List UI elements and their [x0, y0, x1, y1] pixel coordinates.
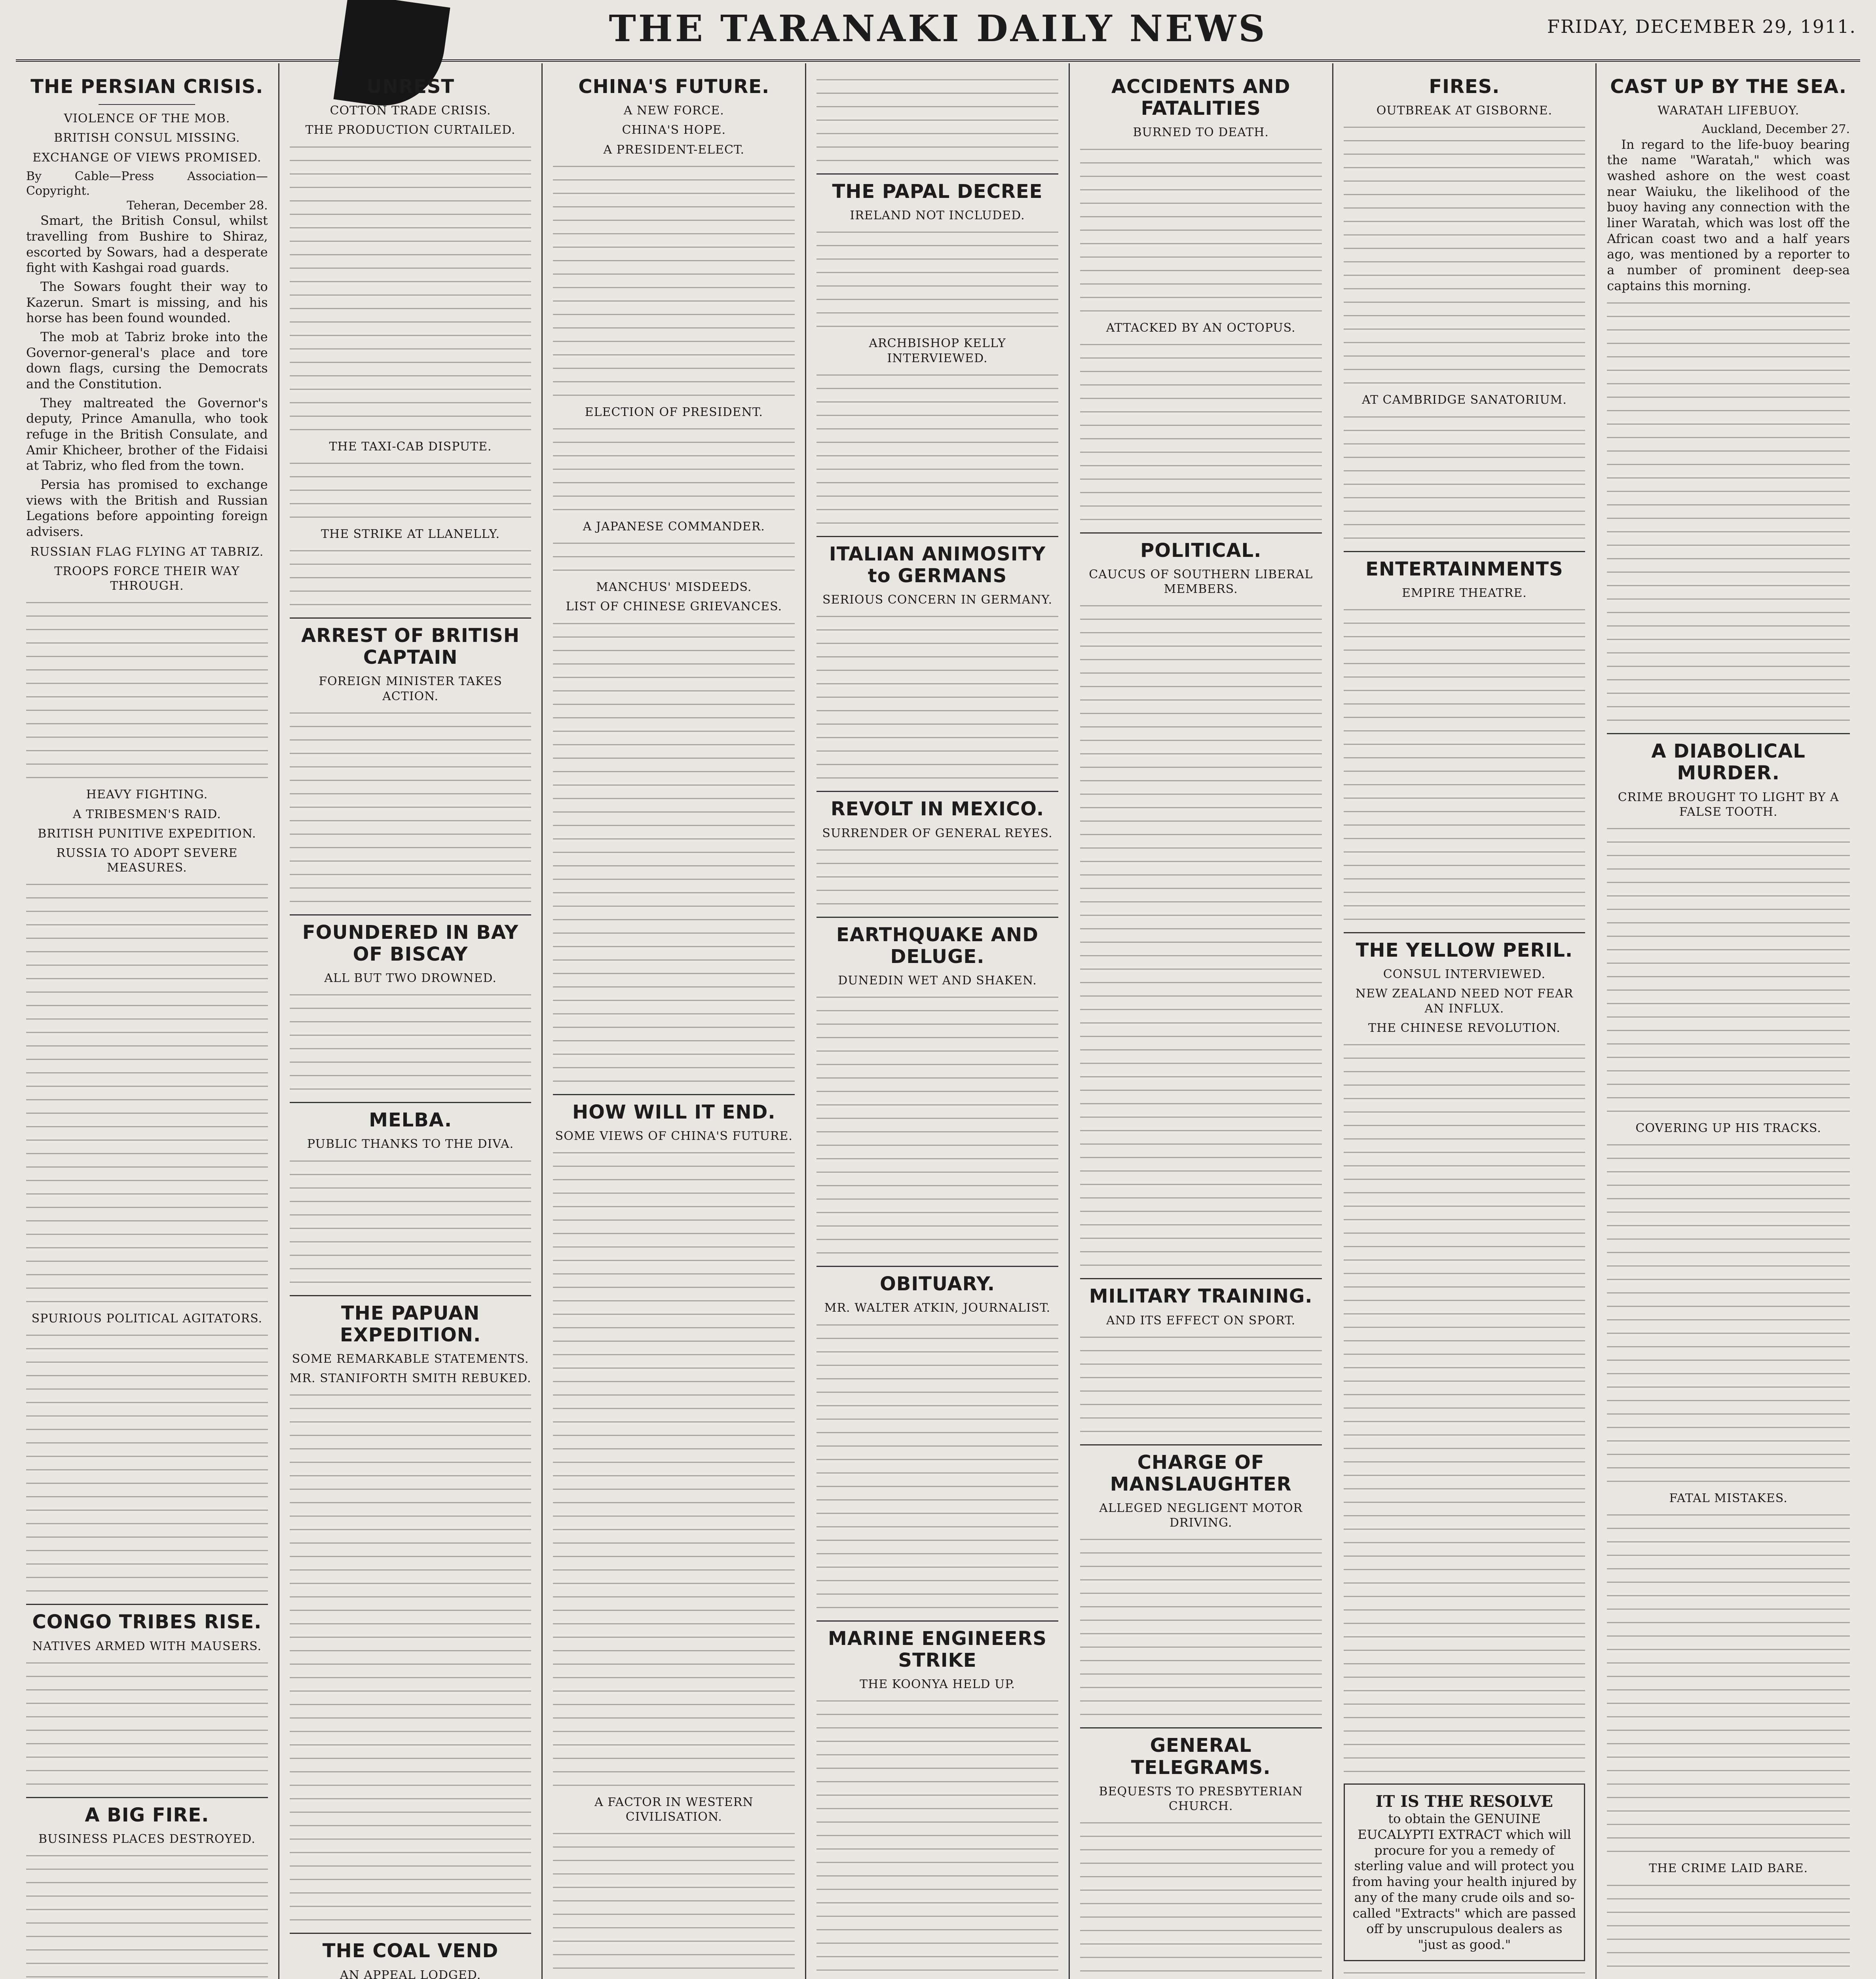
subhead: BEQUESTS TO PRESBYTERIAN CHURCH. [1099, 1784, 1303, 1813]
subhead: NEW ZEALAND NEED NOT FEAR AN INFLUX. [1355, 987, 1574, 1016]
subhead: FATAL MISTAKES. [1669, 1491, 1788, 1506]
subhead: ARCHBISHOP KELLY INTERVIEWED. [869, 336, 1006, 365]
subhead: SURRENDER OF GENERAL REYES. [822, 826, 1053, 840]
subhead: THE PRODUCTION CURTAILED. [305, 123, 516, 137]
article-text-block [1080, 1536, 1322, 1719]
column-6 [1333, 63, 1597, 1979]
divider [816, 791, 1058, 792]
divider [1080, 1278, 1322, 1279]
subhead: SOME REMARKABLE STATEMENTS. [292, 1352, 529, 1366]
article-text-block [1344, 1041, 1585, 1776]
subhead: OUTBREAK AT GISBORNE. [1376, 104, 1553, 118]
article-text-block [816, 1321, 1058, 1612]
article-text-block [816, 846, 1058, 908]
article-text-block [1080, 1819, 1322, 1979]
column-2 [279, 63, 543, 1979]
headline-persian-crisis: THE PERSIAN CRISIS. [30, 76, 264, 98]
divider [816, 173, 1058, 175]
headline-china-future: CHINA'S FUTURE. [578, 76, 770, 98]
headline-big-fire: A BIG FIRE. [85, 1804, 209, 1826]
ad-body: to obtain the GENUINE EUCALYPTI EXTRACT which will procure for you a remedy of sterling value and will protect you from having your health injured by any of the many crude oils and so-called "Extracts" which are passed off by unscrupulous dealers as "just as good." [1352, 1811, 1577, 1952]
subhead: FOREIGN MINISTER TAKES ACTION. [319, 674, 502, 703]
article-text-block [1607, 825, 1850, 1115]
headline-manslaughter: CHARGE OF MANSLAUGHTER [1110, 1451, 1292, 1495]
article-text-block [290, 709, 532, 906]
headline-arrest-captain: ARREST OF BRITISH CAPTAIN [301, 624, 520, 669]
headline-obituary: OBITUARY. [879, 1273, 995, 1295]
headline-congo: CONGO TRIBES RISE. [32, 1611, 262, 1633]
subhead: MR. STANIFORTH SMITH REBUKED. [289, 1371, 532, 1386]
divider [1607, 733, 1850, 734]
headline-how-will-it-end: HOW WILL IT END. [572, 1101, 776, 1123]
headline-melba: MELBA. [369, 1109, 452, 1132]
headline-general-telegrams: GENERAL TELEGRAMS. [1131, 1734, 1271, 1779]
subhead: WARATAH LIFEBUOY. [1658, 104, 1800, 118]
column-7 [1597, 63, 1860, 1979]
article-text-block [553, 1830, 795, 1979]
article-text-block [1344, 413, 1585, 542]
subhead: LIST OF CHINESE GRIEVANCES. [566, 600, 782, 614]
article-text-block [290, 460, 532, 521]
subhead: A TRIBESMEN'S RAID. [72, 807, 221, 821]
headline-cast-up-by-sea: CAST UP BY THE SEA. [1610, 76, 1847, 98]
headline-earthquake: EARTHQUAKE AND DELUGE. [836, 923, 1039, 968]
subhead: THE KOONYA HELD UP. [860, 1677, 1015, 1691]
article-text-block [290, 143, 532, 434]
divider [26, 1604, 268, 1605]
divider [1080, 1444, 1322, 1445]
subhead: A NEW FORCE. [623, 104, 724, 118]
subhead: BURNED TO DEATH. [1133, 125, 1269, 140]
article-text-block [1344, 1969, 1585, 1979]
article-text-block [1344, 123, 1585, 387]
headline-fires: FIRES. [1429, 76, 1500, 98]
subhead: THE STRIKE AT LLANELLY. [321, 527, 500, 541]
subhead: THE TAXI-CAB DISPUTE. [329, 439, 492, 454]
masthead [16, 0, 1860, 62]
article-text-block [1080, 602, 1322, 1269]
divider [99, 104, 195, 105]
subhead: PUBLIC THANKS TO THE DIVA. [307, 1137, 514, 1151]
headline-entertainments: ENTERTAINMENTS [1365, 558, 1563, 580]
subhead: RUSSIA TO ADOPT SEVERE MEASURES. [56, 846, 238, 875]
article-text-block [26, 599, 268, 782]
headline-military-training: MILITARY TRAINING. [1089, 1285, 1313, 1308]
subhead: AT CAMBRIDGE SANATORIUM. [1361, 393, 1567, 407]
divider [1344, 551, 1585, 552]
divider [290, 1102, 532, 1103]
dateline: Teheran, December 28. [127, 199, 268, 213]
article-text-block [816, 993, 1058, 1257]
article-text-block [1080, 1333, 1322, 1436]
subhead: A FACTOR IN WESTERN CIVILISATION. [594, 1795, 754, 1824]
article-text-block [1607, 1141, 1850, 1485]
subhead: CONSUL INTERVIEWED. [1383, 967, 1546, 982]
article-text-block [290, 1157, 532, 1286]
article-text-block [816, 1697, 1058, 1979]
article-text-block [816, 228, 1058, 330]
article-text-block [1080, 341, 1322, 524]
article-text-block [290, 991, 532, 1093]
column-4 [806, 63, 1070, 1979]
headline-papal-decree: THE PAPAL DECREE [832, 180, 1043, 203]
article-paragraph: Smart, the British Consul, whilst travelling from Bushire to Shiraz, escorted by Sowars, had a desperate fight with Kashgai road guards. [26, 213, 268, 275]
divider [553, 1094, 795, 1095]
subhead: AN APPEAL LODGED. [340, 1968, 481, 1979]
newspaper-title: THE TARANAKI DAILY NEWS [609, 7, 1267, 50]
divider [26, 1797, 268, 1798]
subhead: SOME VIEWS OF CHINA'S FUTURE. [555, 1129, 793, 1143]
article-text-block [553, 620, 795, 1085]
article-text-block [26, 1659, 268, 1788]
subhead: A JAPANESE COMMANDER. [583, 519, 765, 534]
article-text-block [290, 547, 532, 609]
headline-political: POLITICAL. [1140, 539, 1262, 562]
divider [1080, 532, 1322, 534]
subhead: COVERING UP HIS TRACKS. [1635, 1121, 1821, 1136]
subhead: NATIVES ARMED WITH MAUSERS. [32, 1639, 262, 1653]
subhead: ELECTION OF PRESIDENT. [585, 405, 763, 419]
subhead: A PRESIDENT-ELECT. [603, 142, 745, 157]
article-text-block [290, 1391, 532, 1924]
article-text-block [1607, 1511, 1850, 1856]
article-text-block [1607, 1882, 1850, 1979]
subhead: DUNEDIN WET AND SHAKEN. [838, 974, 1037, 988]
issue-date: FRIDAY, DECEMBER 29, 1911. [1547, 16, 1856, 37]
article-text-block [1607, 299, 1850, 724]
ad-title: IT IS THE RESOLVE [1375, 1792, 1553, 1811]
headline-accidents: ACCIDENTS AND FATALITIES [1111, 76, 1291, 120]
subhead: THE CHINESE REVOLUTION. [1368, 1021, 1561, 1035]
subhead: EXCHANGE OF VIEWS PROMISED. [32, 150, 262, 165]
advertisement [1344, 1783, 1585, 1961]
subhead: BRITISH PUNITIVE EXPEDITION. [38, 826, 256, 841]
article-text-block [553, 163, 795, 399]
article-paragraph: They maltreated the Governor's deputy, Prince Amanulla, who took refuge in the British Consulate, and Amir Khicheer, brother of the Fidaisi at Tabriz, who fled from the town. [26, 395, 268, 473]
article-paragraph: Persia has promised to exchange views with the British and Russian Legations before appointing foreign advisers. [26, 477, 268, 539]
subhead: EMPIRE THEATRE. [1402, 586, 1527, 600]
divider [290, 617, 532, 619]
article-paragraph: The mob at Tabriz broke into the Governor-general's place and tore down flags, cursing the Democrats and the Constitution. [26, 329, 268, 392]
headline-italian-animosity: ITALIAN ANIMOSITY to GERMANS [829, 543, 1046, 587]
subhead: THE CRIME LAID BARE. [1649, 1861, 1808, 1876]
column-1 [16, 63, 279, 1979]
subhead: CAUCUS OF SOUTHERN LIBERAL MEMBERS. [1089, 567, 1313, 596]
subhead: IRELAND NOT INCLUDED. [850, 209, 1025, 223]
article-text-block [816, 76, 1058, 165]
subhead: BUSINESS PLACES DESTROYED. [38, 1832, 256, 1846]
article-text-block [26, 881, 268, 1306]
headline-diabolical-murder: A DIABOLICAL MURDER. [1651, 740, 1806, 784]
subhead: ALLEGED NEGLIGENT MOTOR DRIVING. [1099, 1501, 1303, 1530]
subhead: ATTACKED BY AN OCTOPUS. [1106, 321, 1296, 335]
subhead: ALL BUT TWO DROWNED. [324, 971, 497, 986]
subhead: TROOPS FORCE THEIR WAY THROUGH. [54, 564, 240, 593]
headline-revolt-mexico: REVOLT IN MEXICO. [830, 798, 1044, 820]
subhead: CRIME BROUGHT TO LIGHT BY A FALSE TOOTH. [1618, 790, 1839, 819]
headline-yellow-peril: THE YELLOW PERIL. [1356, 939, 1573, 961]
article-text-block [553, 425, 795, 514]
divider [1344, 932, 1585, 933]
divider [290, 1295, 532, 1296]
divider [816, 1266, 1058, 1267]
newspaper-page [16, 63, 1860, 1979]
article-text-block [26, 1852, 268, 1979]
column-3 [543, 63, 806, 1979]
divider [290, 1933, 532, 1934]
subhead: MANCHUS' MISDEEDS. [596, 580, 752, 594]
divider [816, 917, 1058, 918]
cable-credit: By Cable—Press Association—Copyright. [26, 169, 268, 198]
divider [816, 536, 1058, 537]
headline-papuan-expedition: THE PAPUAN EXPEDITION. [340, 1302, 481, 1346]
article-paragraph: In regard to the life-buoy bearing the name "Waratah," which was washed ashore on the west coast near Waiuku, the likelihood of the buoy having any connection with the liner Waratah, which was lost off the African coast two and a half years ago, was mentioned by a reporter to a number of prominent deep-sea captains this morning. [1607, 137, 1850, 293]
headline-marine-engineers: MARINE ENGINEERS STRIKE [828, 1627, 1047, 1671]
divider [1080, 1727, 1322, 1728]
headline-coal-vend: THE COAL VEND [322, 1940, 499, 1962]
subhead: HEAVY FIGHTING. [86, 788, 208, 802]
article-paragraph: The Sowars fought their way to Kazerun. Smart is missing, and his horse has been found wounded. [26, 279, 268, 326]
subhead: BRITISH CONSUL MISSING. [54, 131, 240, 145]
subhead: SPURIOUS POLITICAL AGITATORS. [31, 1312, 263, 1326]
headline-bay-of-biscay: FOUNDERED IN BAY OF BISCAY [302, 921, 519, 965]
subhead: MR. WALTER ATKIN, JOURNALIST. [824, 1301, 1051, 1315]
article-text-block [1344, 606, 1585, 923]
subhead: RUSSIAN FLAG FLYING AT TABRIZ. [30, 545, 264, 559]
article-text-block [553, 539, 795, 574]
subhead: CHINA'S HOPE. [622, 123, 726, 137]
column-5 [1070, 63, 1333, 1979]
article-text-block [816, 613, 1058, 782]
article-text-block [1080, 146, 1322, 315]
subhead: SERIOUS CONCERN IN GERMANY. [822, 593, 1053, 607]
subhead: COTTON TRADE CRISIS. [330, 104, 491, 118]
subhead: AND ITS EFFECT ON SPORT. [1106, 1313, 1296, 1328]
divider [816, 1620, 1058, 1622]
divider [290, 914, 532, 915]
dateline: Auckland, December 27. [1701, 122, 1850, 137]
headline-unrest: UNREST [366, 76, 455, 98]
article-text-block [26, 1331, 268, 1595]
article-text-block [816, 371, 1058, 527]
subhead: VIOLENCE OF THE MOB. [64, 112, 230, 126]
article-text-block [553, 1149, 795, 1789]
